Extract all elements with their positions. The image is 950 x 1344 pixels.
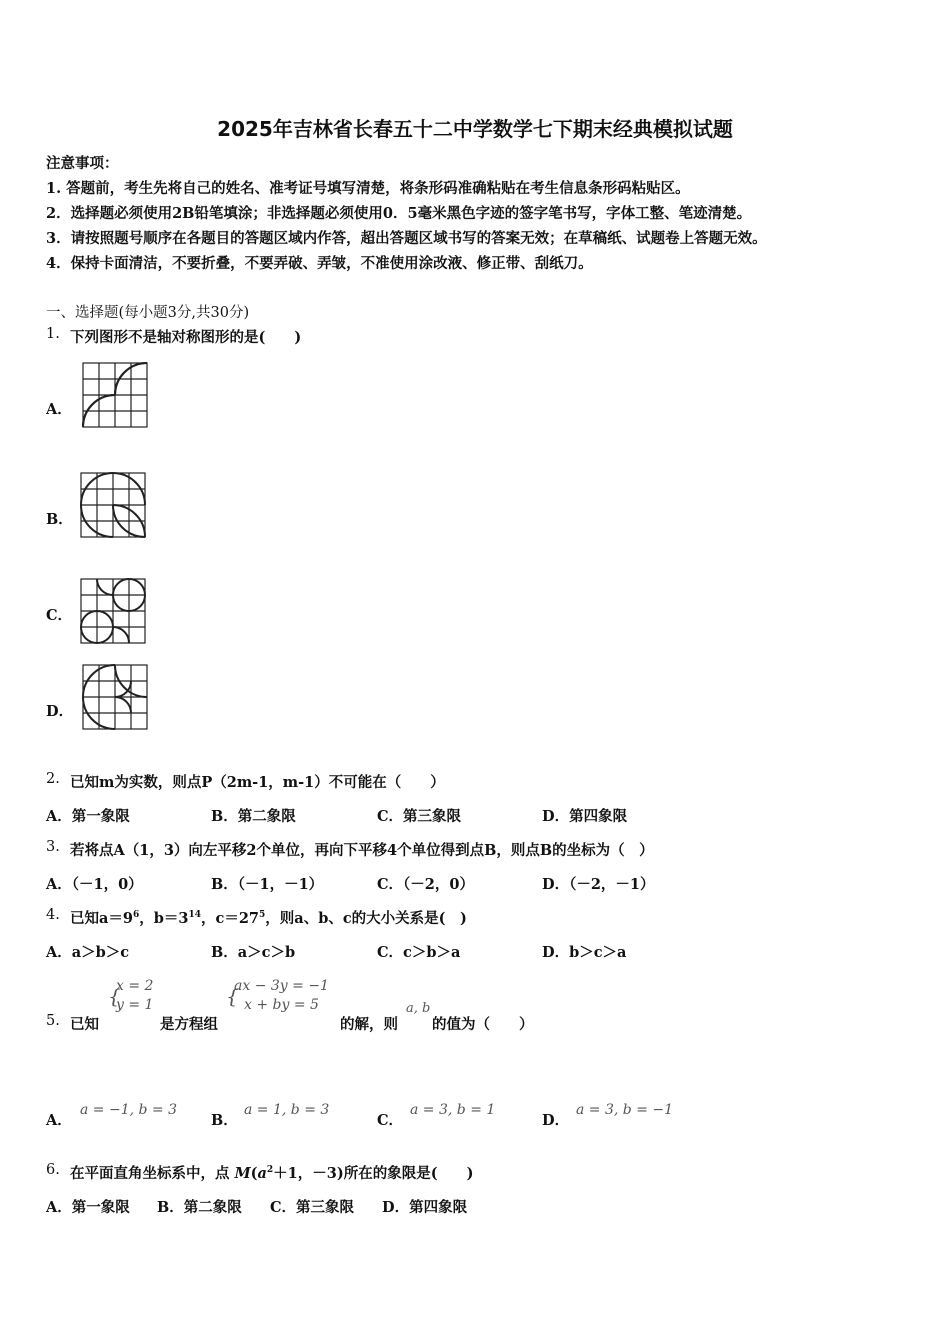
q1-option-d: D．	[46, 703, 74, 720]
q1-figure-d	[82, 664, 148, 730]
notice-item: 4．保持卡面清洁，不要折叠，不要弄破、弄皱，不准使用涂改液、修正带、刮纸刀。	[46, 255, 593, 272]
q5-text-3: 的解，则	[340, 1016, 398, 1033]
q6-text: 在平面直角坐标系中，点 $M(a^2+1$，－3)所在的象限是( )	[70, 1165, 474, 1182]
q3-option-a: A．（－1，0）	[46, 876, 143, 893]
q4-option-a: A．a＞b＞c	[46, 944, 130, 961]
notice-item: 1. 答题前，考生先将自己的姓名、准考证号填写清楚，将条形码准确粘贴在考生信息条形码粘贴区。	[46, 180, 690, 197]
q5-text-2: 是方程组	[160, 1016, 218, 1033]
q5-option-d-value: a = 3, b = −1	[576, 1102, 674, 1118]
q1-option-a: A．	[46, 401, 72, 418]
notice-item: 2．选择题必须使用2B铅笔填涂；非选择题必须使用0．5毫米黑色字迹的签字笔书写，字体工整、笔迹清楚。	[46, 205, 752, 222]
q1-figure-b	[80, 472, 146, 538]
q5-text-1: 已知	[70, 1016, 99, 1033]
q4-option-b: B．a＞c＞b	[211, 944, 296, 961]
q1-text: 下列图形不是轴对称图形的是( )	[70, 329, 302, 346]
q5-option-a-label: A．	[46, 1112, 72, 1129]
q4-option-c: C．c＞b＞a	[377, 944, 461, 961]
q6-option-d: D．第四象限	[382, 1199, 468, 1216]
q2-option-b: B．第二象限	[211, 808, 296, 825]
q3-text: 若将点A（1，3）向左平移2个单位，再向下平移4个单位得到点B，则点B的坐标为（ ）	[70, 842, 654, 859]
q5-system-1: x = 2 y = 1	[116, 978, 154, 1013]
page-title: 2025年吉林省长春五十二中学数学七下期末经典模拟试题	[217, 117, 733, 141]
q2-option-c: C．第三象限	[377, 808, 462, 825]
q2-text: 已知m为实数，则点P（2m-1，m-1）不可能在（ ）	[70, 774, 445, 791]
q5-vars: a, b	[406, 1001, 431, 1016]
q2-option-d: D．第四象限	[542, 808, 628, 825]
q1-option-b: B．	[46, 511, 73, 528]
q3-option-c: C．（－2，0）	[377, 876, 474, 893]
q6-option-c: C．第三象限	[270, 1199, 355, 1216]
q5-text-4: 的值为（ ）	[432, 1016, 534, 1033]
q2-number: 2.	[46, 771, 60, 787]
q1-figure-a	[82, 362, 148, 428]
q6-option-b: B．第二象限	[157, 1199, 242, 1216]
q5-option-b-label: B．	[211, 1112, 238, 1129]
q5-option-b-value: a = 1, b = 3	[244, 1102, 330, 1118]
q5-number: 5.	[46, 1013, 60, 1029]
section-heading: 一、选择题(每小题3分,共30分)	[46, 305, 250, 321]
notice-heading: 注意事项：	[46, 155, 119, 172]
q5-option-c-label: C．	[377, 1112, 404, 1129]
notice-item: 3．请按照题号顺序在各题目的答题区域内作答，超出答题区域书写的答案无效；在草稿纸、试题卷上答题无效。	[46, 230, 767, 247]
q3-option-d: D．（－2，－1）	[542, 876, 655, 893]
q4-number: 4.	[46, 907, 60, 923]
q5-option-c-value: a = 3, b = 1	[410, 1102, 496, 1118]
q1-figure-c	[80, 578, 146, 644]
q3-number: 3.	[46, 839, 60, 855]
q5-option-d-label: D．	[542, 1112, 570, 1129]
q6-number: 6.	[46, 1162, 60, 1178]
q2-option-a: A．第一象限	[46, 808, 130, 825]
q6-option-a: A．第一象限	[46, 1199, 130, 1216]
q4-text: 已知$a=9^6$，$b=3^{14}$，$c=27^5$，则a、b、c的大小关系是( )	[70, 910, 467, 927]
q3-option-b: B．（－1，－1）	[211, 876, 324, 893]
q1-option-c: C．	[46, 607, 73, 624]
q5-brace-1: {	[108, 984, 121, 1008]
q1-number: 1.	[46, 326, 60, 342]
q5-brace-2: {	[226, 984, 239, 1008]
q5-system-2: ax − 3y = −1 x + by = 5	[234, 978, 329, 1013]
q5-option-a-value: a = −1, b = 3	[80, 1102, 178, 1118]
q4-option-d: D．b＞c＞a	[542, 944, 627, 961]
